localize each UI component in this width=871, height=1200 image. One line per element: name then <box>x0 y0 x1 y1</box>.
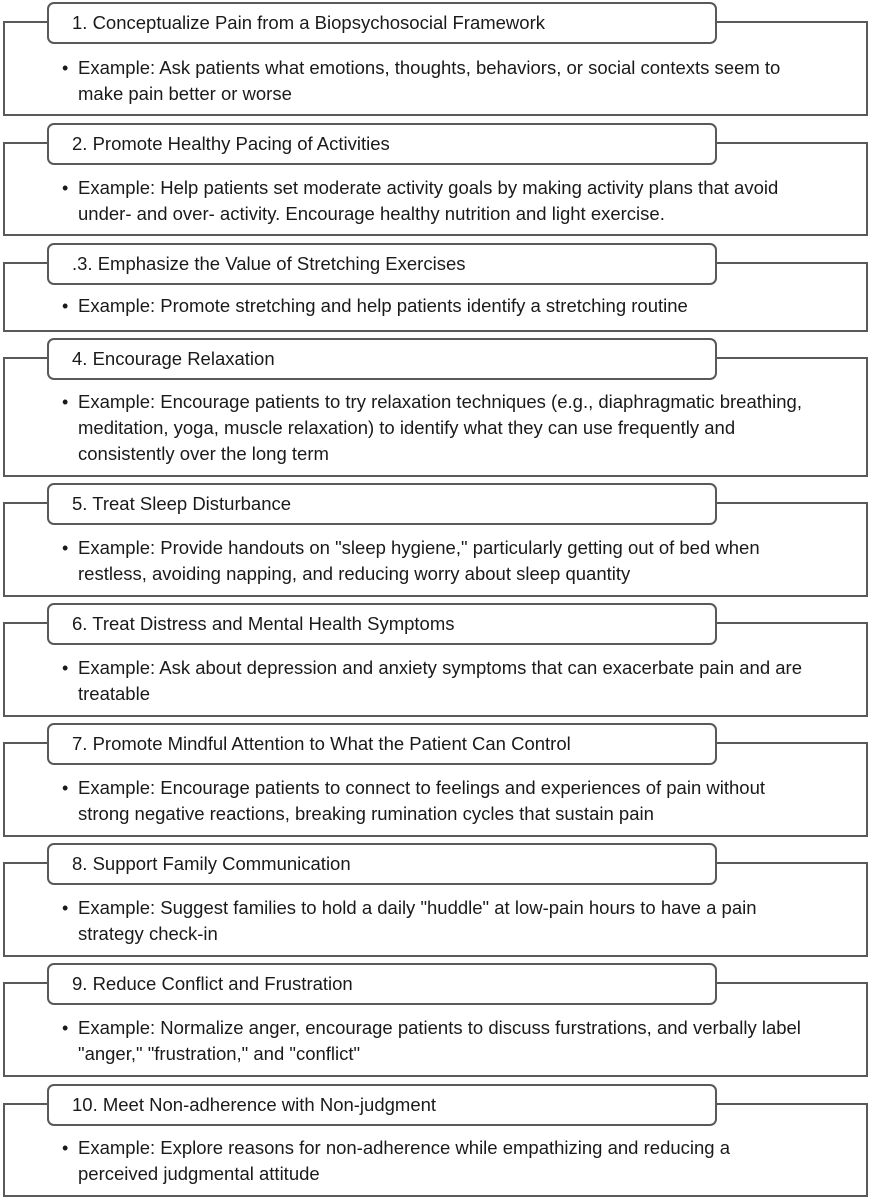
strategy-title-box <box>47 483 717 525</box>
strategy-section-4 <box>0 338 871 477</box>
strategy-title-box <box>47 963 717 1005</box>
strategy-example <box>62 389 811 467</box>
strategy-title: 9. Reduce Conflict and Frustration <box>72 973 353 994</box>
example-text: Suggest families to hold a daily "huddle" at low-pain hours to have a pain strategy check-in <box>78 897 757 944</box>
bullet: • <box>62 1018 69 1038</box>
strategy-example <box>62 535 811 587</box>
bullet: • <box>62 392 69 412</box>
example-prefix: Example: <box>78 57 160 78</box>
strategy-title: 6. Treat Distress and Mental Health Symptoms <box>72 613 455 634</box>
example-prefix: Example: <box>78 295 161 316</box>
bullet: • <box>62 658 69 678</box>
example-prefix: Example: <box>78 897 161 918</box>
strategy-title-box <box>47 1084 717 1126</box>
strategy-title-box <box>47 723 717 765</box>
example-text: Ask patients what emotions, thoughts, behaviors, or social contexts seem to make pain better or worse <box>78 57 781 104</box>
example-prefix: Example: <box>78 657 160 678</box>
strategy-title-box <box>47 843 717 885</box>
bullet: • <box>62 178 69 198</box>
strategy-example <box>62 293 811 319</box>
strategy-example <box>62 1135 811 1187</box>
example-prefix: Example: <box>78 1017 161 1038</box>
strategy-title-box <box>47 2 717 44</box>
strategy-title-box <box>47 603 717 645</box>
strategy-section-9 <box>0 963 871 1077</box>
strategy-example <box>62 175 811 227</box>
strategy-section-10 <box>0 1084 871 1197</box>
strategy-title: 4. Encourage Relaxation <box>72 348 275 369</box>
bullet: • <box>62 296 69 316</box>
example-text: Encourage patients to connect to feelings and experiences of pain without strong negative reactions, breaking rumination cycles that sustain pain <box>78 777 766 824</box>
strategy-example <box>62 1015 811 1067</box>
strategy-title: 8. Support Family Communication <box>72 853 351 874</box>
strategy-section-3 <box>0 243 871 332</box>
example-prefix: Example: <box>78 777 161 798</box>
strategy-section-7 <box>0 723 871 837</box>
strategy-title: 7. Promote Mindful Attention to What the Patient Can Control <box>72 733 571 754</box>
example-prefix: Example: <box>78 537 161 558</box>
example-text: Encourage patients to try relaxation techniques (e.g., diaphragmatic breathing, meditation, yoga, muscle relaxation) to identify what they can use frequently and consistently over the long term <box>78 391 802 464</box>
strategy-title: 5. Treat Sleep Disturbance <box>72 493 292 514</box>
strategy-title: 2. Promote Healthy Pacing of Activities <box>72 133 390 154</box>
strategy-section-8 <box>0 843 871 957</box>
example-text: Normalize anger, encourage patients to discuss furstrations, and verbally label "anger," "frustration," and "conflict" <box>78 1017 801 1064</box>
example-prefix: Example: <box>78 1137 161 1158</box>
example-text: Promote stretching and help patients identify a stretching routine <box>160 295 688 316</box>
bullet: • <box>62 898 69 918</box>
strategy-title: .3. Emphasize the Value of Stretching Exercises <box>72 253 466 274</box>
strategy-section-6 <box>0 603 871 717</box>
bullet: • <box>62 58 69 78</box>
example-text: Provide handouts on "sleep hygiene," particularly getting out of bed when restless, avoiding napping, and reducing worry about sleep quantity <box>78 537 760 584</box>
strategy-example <box>62 55 811 107</box>
strategy-title: 1. Conceptualize Pain from a Biopsychosocial Framework <box>72 12 545 33</box>
strategy-title-box <box>47 338 717 380</box>
strategy-section-5 <box>0 483 871 597</box>
example-prefix: Example: <box>78 177 161 198</box>
strategy-example <box>62 895 811 947</box>
strategy-title: 10. Meet Non-adherence with Non-judgment <box>72 1094 437 1115</box>
example-text: Help patients set moderate activity goals by making activity plans that avoid under- and over- activity. Encourage healthy nutrition and light exercise. <box>78 177 779 224</box>
strategy-title-box <box>47 243 717 285</box>
bullet: • <box>62 778 69 798</box>
bullet: • <box>62 1138 69 1158</box>
strategy-example <box>62 655 811 707</box>
strategy-section-2 <box>0 123 871 236</box>
strategy-title-box <box>47 123 717 165</box>
example-text: Explore reasons for non-adherence while empathizing and reducing a perceived judgmental attitude <box>78 1137 731 1184</box>
strategy-section-1 <box>0 2 871 116</box>
bullet: • <box>62 538 69 558</box>
strategy-example <box>62 775 811 827</box>
example-text: Ask about depression and anxiety symptoms that can exacerbate pain and are treatable <box>78 657 802 704</box>
example-prefix: Example: <box>78 391 161 412</box>
